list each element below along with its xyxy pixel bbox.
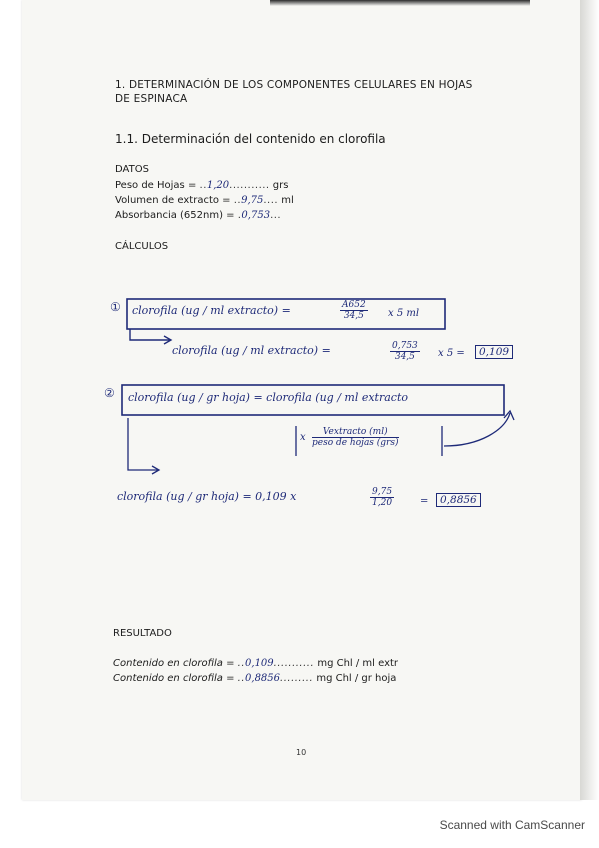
eq1-tail: x 5 ml (388, 308, 420, 319)
eq1b-lhs: clorofila (ug / ml extracto) = (172, 344, 331, 357)
peso-value: 1,20 (206, 180, 230, 191)
section-heading-continued: DE ESPINACA (115, 93, 188, 105)
eq3-result: 0,8856 (436, 493, 481, 507)
eq2-curve-arrow (444, 413, 510, 446)
page-number: 10 (296, 748, 307, 757)
absorbancia-row: Absorbancia (652nm) = .0,753... (115, 210, 282, 221)
eq3-fraction (370, 487, 394, 508)
section-heading: 1. DETERMINACIÓN DE LOS COMPONENTES CELULARES EN HOJAS (115, 79, 473, 91)
eq1b-fraction (390, 341, 420, 362)
scanner-footer: Scanned with CamScanner (439, 818, 585, 832)
resultado-1-label: Contenido en clorofila = (113, 658, 238, 669)
resultado-2-label: Contenido en clorofila = (113, 673, 238, 684)
eq1-marker: ① (110, 300, 121, 314)
peso-unit: grs (272, 180, 289, 191)
eq2-times: x (300, 432, 306, 443)
datos-title: DATOS (115, 164, 149, 175)
peso-label: Peso de Hojas = (115, 180, 200, 191)
calculos-title: CÁLCULOS (115, 241, 169, 252)
volumen-row: Volumen de extracto = ..9,75.... ml (115, 195, 294, 206)
absorbancia-value: 0,753 (241, 210, 271, 221)
resultado-2-value: 0,8856 (245, 673, 281, 684)
subsection-heading: 1.1. Determinación del contenido en clorofila (115, 132, 386, 146)
eq1-numerator: A652 (342, 300, 366, 310)
volumen-unit: ml (281, 195, 294, 206)
absorbancia-label: Absorbancia (652nm) = (115, 210, 238, 221)
eq1b-numerator: 0,753 (392, 341, 418, 351)
resultado-row-1: Contenido en clorofila = ..0,109........... mg Chl / ml extr (113, 658, 399, 669)
eq2-down-arrow (128, 418, 158, 470)
resultado-title: RESULTADO (113, 628, 172, 639)
eq2-marker: ② (104, 386, 115, 400)
eq1-fraction (340, 300, 368, 321)
eq1-arrow (130, 329, 170, 340)
resultado-row-2: Contenido en clorofila = ..0,8856......... mg Chl / gr hoja (113, 673, 397, 684)
eq1b-result: 0,109 (475, 345, 513, 359)
resultado-1-unit: mg Chl / ml extr (317, 658, 399, 669)
resultado-2-unit: mg Chl / gr hoja (316, 673, 397, 684)
eq1-formula: clorofila (ug / ml extracto) = (132, 304, 291, 317)
eq3-numerator: 9,75 (372, 487, 393, 497)
eq2-fraction (312, 427, 399, 448)
eq2-formula: clorofila (ug / gr hoja) = clorofila (ug / ml extracto (128, 391, 408, 404)
eq3-lhs: clorofila (ug / gr hoja) = 0,109 x (117, 490, 297, 503)
eq1b-tail: x 5 = (438, 348, 465, 359)
volumen-value: 9,75 (241, 195, 264, 206)
eq1-denominator: 34,5 (343, 311, 364, 321)
eq3-equals: = (420, 496, 429, 507)
eq2-denominator: peso de hojas (grs) (312, 438, 399, 448)
eq3-denominator: 1,20 (372, 498, 393, 508)
eq1b-denominator: 34,5 (394, 352, 415, 362)
peso-row: Peso de Hojas = ..1,20........... grs (115, 180, 289, 191)
eq2-numerator: Vextracto (ml) (312, 427, 399, 438)
volumen-label: Volumen de extracto = (115, 195, 234, 206)
resultado-1-value: 0,109 (245, 658, 274, 669)
